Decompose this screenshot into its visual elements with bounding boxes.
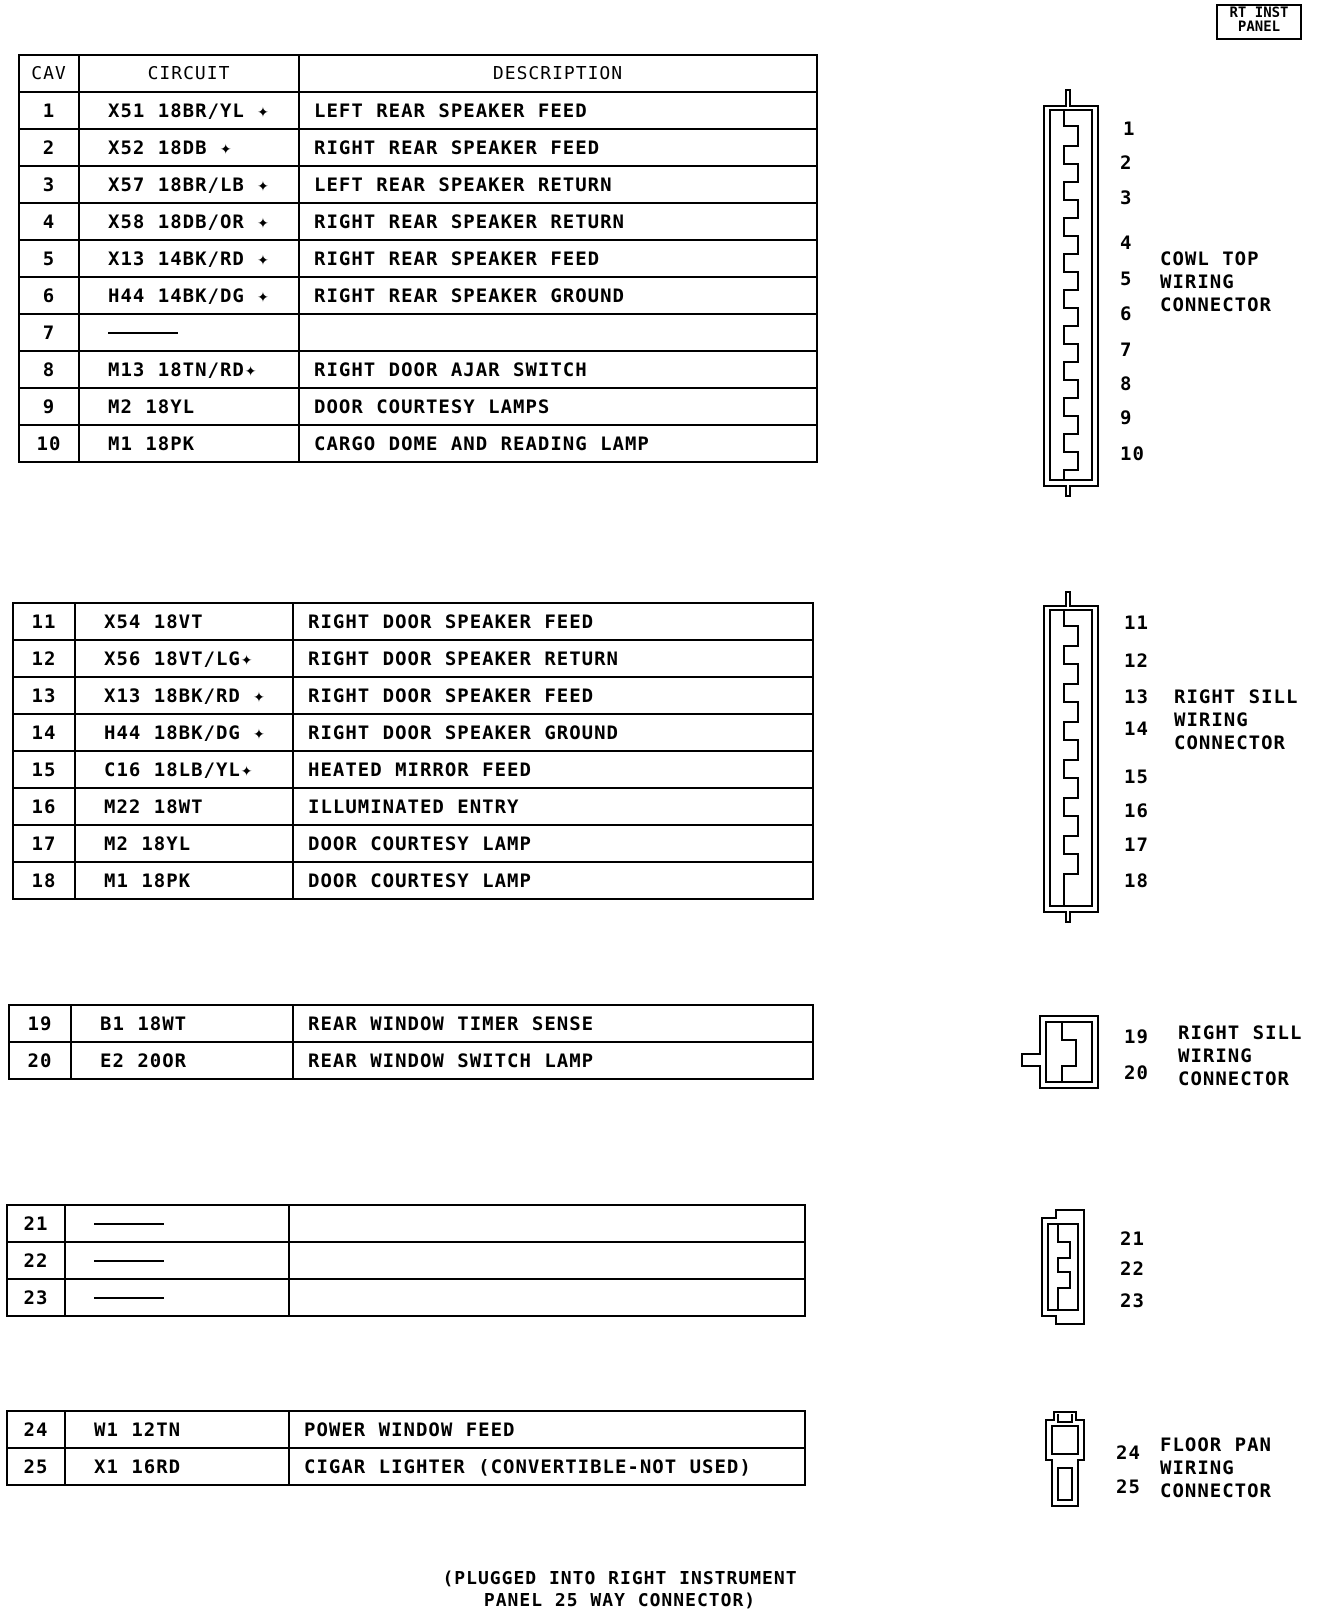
connector-label-line: WIRING — [1160, 1457, 1235, 1479]
description-cell: RIGHT REAR SPEAKER FEED — [299, 129, 817, 166]
table-right-sill-1 — [12, 602, 814, 900]
circuit-cell: B1 18WT — [71, 1005, 293, 1042]
description-cell: DOOR COURTESY LAMP — [293, 862, 813, 899]
circuit-cell: M2 18YL — [79, 388, 299, 425]
cav-cell: 25 — [7, 1448, 65, 1485]
cav-cell: 15 — [13, 751, 75, 788]
cav-cell: 10 — [19, 425, 79, 462]
blank-circuit-dash — [94, 1297, 164, 1299]
header-description: DESCRIPTION — [299, 55, 817, 92]
description-cell: POWER WINDOW FEED — [289, 1411, 805, 1448]
table-row — [19, 203, 817, 240]
circuit-cell: M1 18PK — [75, 862, 293, 899]
cav-cell: 12 — [13, 640, 75, 677]
table-row — [7, 1205, 805, 1242]
connector-label-line: WIRING — [1178, 1045, 1253, 1067]
connector-label-line: RIGHT SILL — [1174, 686, 1299, 708]
floor-pan-connector-icon — [1040, 1410, 1090, 1510]
blank-circuit-dash — [108, 332, 178, 334]
table-row — [19, 351, 817, 388]
table-unused — [6, 1204, 806, 1317]
connector-label-line: WIRING — [1174, 709, 1249, 731]
table-row — [19, 240, 817, 277]
connector-label-line: COWL TOP — [1160, 248, 1260, 270]
table-row — [9, 1042, 813, 1079]
table-row — [19, 388, 817, 425]
table-row — [7, 1242, 805, 1279]
description-cell: RIGHT DOOR SPEAKER FEED — [293, 677, 813, 714]
table-row — [7, 1411, 805, 1448]
table-row — [13, 862, 813, 899]
circuit-cell: M13 18TN/RD✦ — [79, 351, 299, 388]
cav-cell: 3 — [19, 166, 79, 203]
circuit-cell — [65, 1242, 289, 1279]
connector-label-line: CONNECTOR — [1174, 732, 1286, 754]
description-cell — [299, 314, 817, 351]
right-sill-2pin-connector-icon — [1018, 1012, 1108, 1092]
description-cell: RIGHT DOOR SPEAKER RETURN — [293, 640, 813, 677]
table-row — [7, 1279, 805, 1316]
pin-number: 24 — [1116, 1442, 1141, 1464]
cav-cell: 13 — [13, 677, 75, 714]
table-row — [19, 277, 817, 314]
circuit-cell: M1 18PK — [79, 425, 299, 462]
description-cell — [289, 1205, 805, 1242]
pin-number: 20 — [1124, 1062, 1149, 1084]
table-row — [13, 603, 813, 640]
circuit-cell — [79, 314, 299, 351]
connector-label-line: CONNECTOR — [1160, 1480, 1272, 1502]
cav-cell: 7 — [19, 314, 79, 351]
connector-label-line: WIRING — [1160, 271, 1235, 293]
connector-label-line: RIGHT SILL — [1178, 1022, 1303, 1044]
pin-number: 18 — [1124, 870, 1149, 892]
description-cell: LEFT REAR SPEAKER FEED — [299, 92, 817, 129]
circuit-cell: M2 18YL — [75, 825, 293, 862]
cav-cell: 6 — [19, 277, 79, 314]
table-row — [13, 788, 813, 825]
blank-circuit-dash — [94, 1223, 164, 1225]
cav-cell: 17 — [13, 825, 75, 862]
table-row — [9, 1005, 813, 1042]
pin-number: 8 — [1120, 373, 1133, 395]
blank-circuit-dash — [94, 1260, 164, 1262]
connector-label — [1174, 686, 1298, 755]
panel-tag-line-1: RT INST — [1229, 5, 1289, 21]
table-row — [19, 314, 817, 351]
cav-cell: 4 — [19, 203, 79, 240]
table-header-row — [19, 55, 817, 92]
panel-tag-line-2: PANEL — [1237, 19, 1281, 35]
pin-number: 9 — [1120, 407, 1133, 429]
circuit-cell: X58 18DB/OR ✦ — [79, 203, 299, 240]
pin-number: 4 — [1120, 232, 1133, 254]
description-cell: REAR WINDOW SWITCH LAMP — [293, 1042, 813, 1079]
cav-cell: 19 — [9, 1005, 71, 1042]
description-cell: LEFT REAR SPEAKER RETURN — [299, 166, 817, 203]
connector-label-line: CONNECTOR — [1178, 1068, 1290, 1090]
circuit-cell: X1 16RD — [65, 1448, 289, 1485]
circuit-cell: X56 18VT/LG✦ — [75, 640, 293, 677]
circuit-cell: X13 14BK/RD ✦ — [79, 240, 299, 277]
cav-cell: 16 — [13, 788, 75, 825]
pin-number: 19 — [1124, 1026, 1149, 1048]
table-row — [13, 714, 813, 751]
table-row — [13, 751, 813, 788]
cav-cell: 1 — [19, 92, 79, 129]
cav-cell: 14 — [13, 714, 75, 751]
description-cell: DOOR COURTESY LAMP — [293, 825, 813, 862]
description-cell: RIGHT REAR SPEAKER GROUND — [299, 277, 817, 314]
pin-number: 23 — [1120, 1290, 1145, 1312]
table-row — [19, 129, 817, 166]
cav-cell: 21 — [7, 1205, 65, 1242]
circuit-cell: X57 18BR/LB ✦ — [79, 166, 299, 203]
circuit-cell — [65, 1205, 289, 1242]
table-row — [19, 166, 817, 203]
cowl-top-connector-icon — [1036, 88, 1106, 498]
header-cav: CAV — [19, 55, 79, 92]
connector-label-line: FLOOR PAN — [1160, 1434, 1272, 1456]
pin-number: 13 — [1124, 686, 1149, 708]
circuit-cell: E2 20OR — [71, 1042, 293, 1079]
connector-label — [1160, 1434, 1272, 1503]
circuit-cell: W1 12TN — [65, 1411, 289, 1448]
pin-number: 16 — [1124, 800, 1149, 822]
circuit-cell: H44 14BK/DG ✦ — [79, 277, 299, 314]
pin-number: 15 — [1124, 766, 1149, 788]
description-cell — [289, 1242, 805, 1279]
pin-number: 21 — [1120, 1228, 1145, 1250]
pin-number: 1 — [1123, 118, 1136, 140]
description-cell: DOOR COURTESY LAMPS — [299, 388, 817, 425]
cav-cell: 11 — [13, 603, 75, 640]
connector-label — [1178, 1022, 1302, 1091]
cav-cell: 22 — [7, 1242, 65, 1279]
cav-cell: 18 — [13, 862, 75, 899]
circuit-cell: H44 18BK/DG ✦ — [75, 714, 293, 751]
description-cell: RIGHT REAR SPEAKER RETURN — [299, 203, 817, 240]
header-circuit: CIRCUIT — [79, 55, 299, 92]
table-floor-pan — [6, 1410, 806, 1486]
table-row — [19, 92, 817, 129]
pin-number: 3 — [1120, 187, 1133, 209]
description-cell: RIGHT DOOR SPEAKER GROUND — [293, 714, 813, 751]
table-row — [13, 825, 813, 862]
circuit-cell: X51 18BR/YL ✦ — [79, 92, 299, 129]
description-cell — [289, 1279, 805, 1316]
footer-note — [380, 1568, 860, 1612]
connector-label — [1160, 248, 1272, 317]
cav-cell: 9 — [19, 388, 79, 425]
three-pin-connector-icon — [1034, 1206, 1094, 1328]
description-cell: ILLUMINATED ENTRY — [293, 788, 813, 825]
connector-label-line: CONNECTOR — [1160, 294, 1272, 316]
circuit-cell — [65, 1279, 289, 1316]
pin-number: 10 — [1120, 443, 1145, 465]
cav-cell: 2 — [19, 129, 79, 166]
description-cell: RIGHT DOOR SPEAKER FEED — [293, 603, 813, 640]
pin-number: 12 — [1124, 650, 1149, 672]
pin-number: 22 — [1120, 1258, 1145, 1280]
pin-number: 6 — [1120, 303, 1133, 325]
pin-number: 11 — [1124, 612, 1149, 634]
cav-cell: 8 — [19, 351, 79, 388]
table-row — [13, 640, 813, 677]
pin-number: 7 — [1120, 339, 1133, 361]
description-cell: REAR WINDOW TIMER SENSE — [293, 1005, 813, 1042]
table-row — [19, 425, 817, 462]
cav-cell: 5 — [19, 240, 79, 277]
description-cell: HEATED MIRROR FEED — [293, 751, 813, 788]
footer-line-1: (PLUGGED INTO RIGHT INSTRUMENT — [442, 1568, 798, 1589]
table-right-sill-2 — [8, 1004, 814, 1080]
pin-number: 2 — [1120, 152, 1133, 174]
table-row — [7, 1448, 805, 1485]
circuit-cell: X54 18VT — [75, 603, 293, 640]
pin-number: 25 — [1116, 1476, 1141, 1498]
cav-cell: 23 — [7, 1279, 65, 1316]
description-cell: RIGHT REAR SPEAKER FEED — [299, 240, 817, 277]
description-cell: CARGO DOME AND READING LAMP — [299, 425, 817, 462]
description-cell: RIGHT DOOR AJAR SWITCH — [299, 351, 817, 388]
panel-tag — [1216, 4, 1302, 40]
description-cell: CIGAR LIGHTER (CONVERTIBLE-NOT USED) — [289, 1448, 805, 1485]
cav-cell: 20 — [9, 1042, 71, 1079]
table-cowl-top — [18, 54, 818, 463]
circuit-cell: X52 18DB ✦ — [79, 129, 299, 166]
pin-number: 5 — [1120, 268, 1133, 290]
table-row — [13, 677, 813, 714]
circuit-cell: X13 18BK/RD ✦ — [75, 677, 293, 714]
pin-number: 17 — [1124, 834, 1149, 856]
footer-line-2: PANEL 25 WAY CONNECTOR) — [483, 1590, 757, 1611]
pin-number: 14 — [1124, 718, 1149, 740]
cav-cell: 24 — [7, 1411, 65, 1448]
circuit-cell: M22 18WT — [75, 788, 293, 825]
right-sill-connector-icon — [1036, 590, 1106, 926]
circuit-cell: C16 18LB/YL✦ — [75, 751, 293, 788]
